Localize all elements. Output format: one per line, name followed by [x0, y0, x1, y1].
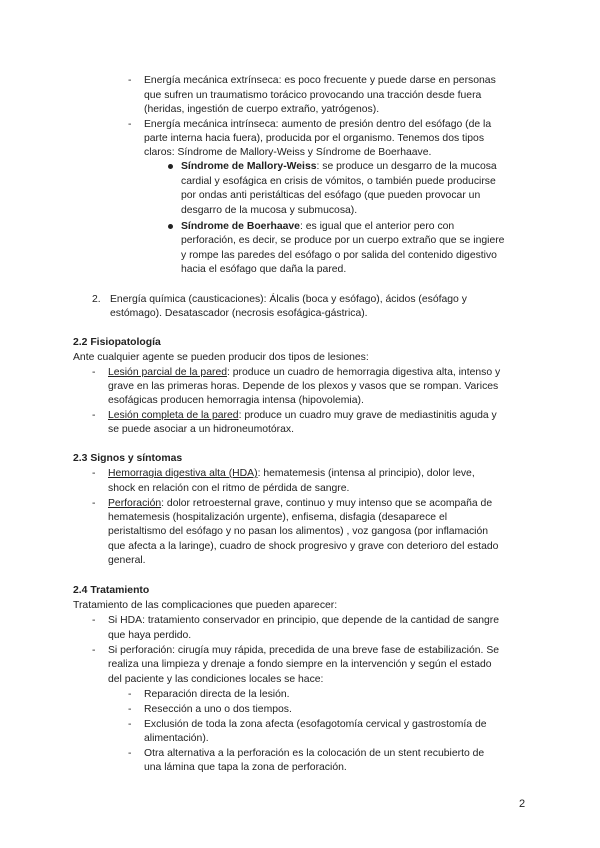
list-item-first-line: Lesión parcial de la pared: produce un cuadro de hemorragia digestiva alta, intenso y: [108, 367, 501, 378]
list-dash: -: [128, 75, 132, 86]
sub-item-text: Resección a uno o dos tiempos.: [144, 704, 292, 715]
list-item-text: que afecta a la laringe), cuadro de shock progresivo y grave con deterioro del estado: [108, 541, 499, 552]
sub-item-text: Exclusión de toda la zona afecta (esofagotomía cervical y gastrostomía de: [144, 719, 487, 730]
list-item-text: esofágicas producen hemorragia intensa (hipovolemia).: [108, 395, 364, 406]
list-item-text: se puede asociar a un hidroneumotórax.: [108, 424, 294, 435]
section-heading: 2.2 Fisiopatología: [73, 337, 161, 348]
list-item-text: Energía mecánica extrínseca: es poco frecuente y puede darse en personas: [144, 75, 496, 86]
section-intro: Ante cualquier agente se pueden producir dos tipos de lesiones:: [73, 352, 369, 363]
sub-item-text: perforación, es decir, se produce por un cuerpo extraño que se ingiere: [181, 235, 505, 246]
sub-item-text: y rompe las paredes del esófago o por salida del contenido digestivo: [181, 250, 497, 261]
list-item-text: parte interna hacia fuera), producida por el organismo. Tenemos dos tipos: [144, 133, 485, 144]
sub-item-text: desgarro de la mucosa y submucosa).: [181, 205, 358, 216]
section-heading: 2.3 Signos y síntomas: [73, 453, 183, 464]
sub-item-text: hacia el esófago que daña la pared.: [181, 264, 347, 275]
list-dash: -: [128, 704, 132, 715]
list-dash: -: [128, 748, 132, 759]
sub-item-first-line: Síndrome de Mallory-Weiss: se produce un desgarro de la mucosa: [181, 161, 497, 172]
bullet-icon: [168, 164, 173, 169]
list-item-text: del paciente y las condiciones locales se hace:: [108, 674, 324, 685]
list-dash: -: [128, 719, 132, 730]
page-number: 2: [519, 798, 526, 810]
list-dash: -: [92, 410, 96, 421]
list-item-text: grave en las primeras horas. Depende de los plexos y vasos que se rompan. Varices: [108, 381, 499, 392]
list-item-text: general.: [108, 555, 146, 566]
list-dash: -: [92, 367, 96, 378]
sub-item-text: alimentación).: [144, 733, 209, 744]
section-intro: Tratamiento de las complicaciones que pueden aparecer:: [73, 600, 338, 611]
list-item-text: shock en relación con el ritmo de pérdida de sangre.: [108, 483, 350, 494]
list-dash: -: [92, 498, 96, 509]
sub-item-text: Otra alternativa a la perforación es la colocación de un stent recubierto de: [144, 748, 485, 759]
list-item-first-line: Perforación: dolor retroesternal grave, continuo y muy intenso que se acompaña de: [108, 498, 493, 509]
section-heading: 2.4 Tratamiento: [73, 585, 150, 596]
bullet-icon: [168, 224, 173, 229]
list-dash: -: [92, 615, 96, 626]
list-item-text: (heridas, ingestión de cuerpo extraño, yatrógenos).: [144, 104, 380, 115]
list-dash: -: [128, 119, 132, 130]
list-item-text: Si HDA: tratamiento conservador en principio, que depende de la cantidad de sangre: [108, 615, 500, 626]
sub-item-text: Reparación directa de la lesión.: [144, 689, 290, 700]
list-item-first-line: Hemorragia digestiva alta (HDA): hematemesis (intensa al principio), dolor leve,: [108, 468, 475, 479]
sub-item-text: una lámina que tapa la zona de perforación.: [144, 762, 347, 773]
list-item-first-line: Lesión completa de la pared: produce un cuadro muy grave de mediastinitis aguda y: [108, 410, 497, 421]
list-dash: -: [92, 645, 96, 656]
list-item-text: que sufren un traumatismo torácico provocando una tracción desde fuera: [144, 90, 482, 101]
list-item-text: Energía química (causticaciones): Álcalis (boca y esófago), ácidos (esófago y: [110, 294, 467, 305]
list-dash: -: [92, 468, 96, 479]
sub-item-text: por ondas anti peristálticas del esófago (que pueden provocar un: [181, 190, 481, 201]
list-number: 2.: [92, 294, 101, 305]
list-item-text: estómago). Desatascador (necrosis esofágica-gástrica).: [110, 308, 368, 319]
list-item-text: Si perforación: cirugía muy rápida, precedida de una breve fase de estabilización. Se: [108, 645, 500, 656]
list-item-text: Energía mecánica intrínseca: aumento de presión dentro del esófago (de la: [144, 119, 492, 130]
list-dash: -: [128, 689, 132, 700]
sub-item-first-line: Síndrome de Boerhaave: es igual que el anterior pero con: [181, 221, 455, 232]
list-item-text: que haya perdido.: [108, 630, 192, 641]
list-item-text: realiza una limpieza y drenaje a fondo siempre en la intervención y según el estado: [108, 659, 492, 670]
list-item-text: claros: Síndrome de Mallory-Weiss y Síndrome de Boerhaave.: [144, 147, 432, 158]
sub-item-text: cardial y esofágica en crisis de vómitos, o también puede producirse: [181, 176, 496, 187]
list-item-text: hematemesis (hospitalización urgente), enfisema, disfagia (desaparece el: [108, 512, 448, 523]
list-item-text: peristaltismo del esófago y no pasan los alimentos) , voz gangosa (por inflamación: [108, 526, 489, 537]
